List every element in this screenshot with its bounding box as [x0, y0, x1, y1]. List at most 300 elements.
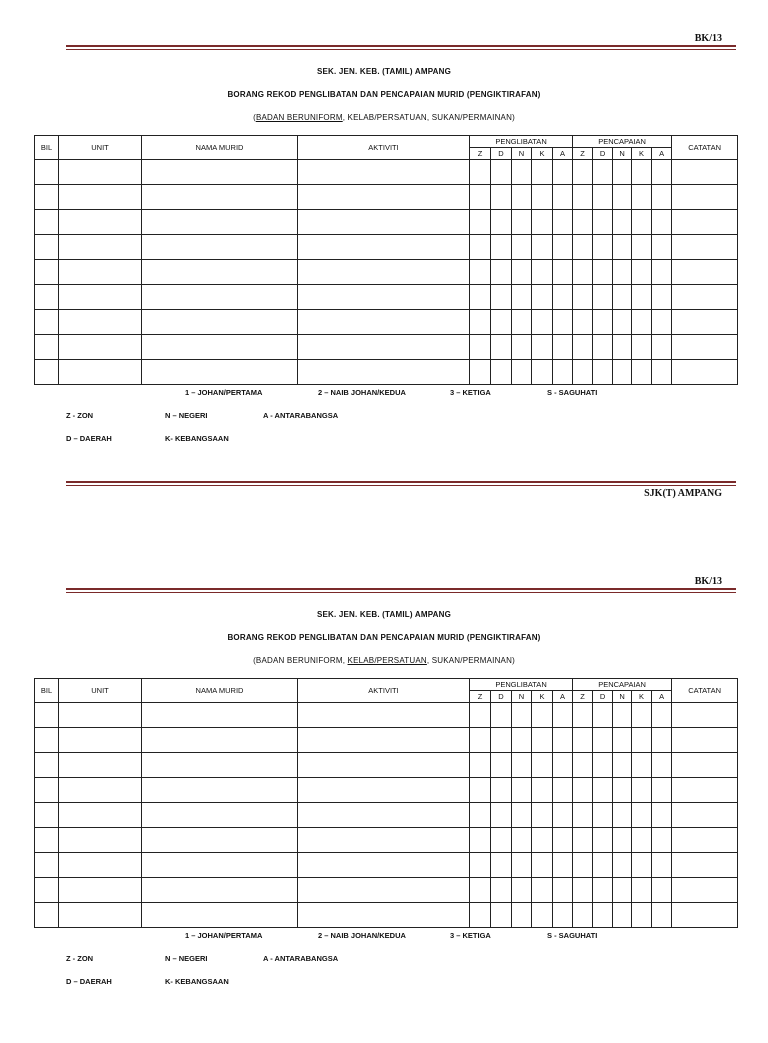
- table-cell: [35, 878, 59, 903]
- table-cell: [470, 310, 491, 335]
- level-d: D: [491, 148, 512, 160]
- table-cell: [573, 903, 593, 928]
- header-catatan: CATATAN: [672, 679, 738, 703]
- legend-saguhati: S - SAGUHATI: [547, 388, 598, 397]
- table-cell: [470, 185, 491, 210]
- table-cell: [532, 285, 553, 310]
- table-cell: [298, 310, 470, 335]
- table-cell: [142, 160, 298, 185]
- table-cell: [613, 310, 632, 335]
- header-penglibatan: PENGLIBATAN: [470, 679, 573, 691]
- table-cell: [652, 878, 672, 903]
- table-cell: [512, 703, 532, 728]
- table-cell: [491, 310, 512, 335]
- level-d: D: [593, 691, 613, 703]
- table-cell: [298, 853, 470, 878]
- table-cell: [35, 753, 59, 778]
- table-cell: [491, 903, 512, 928]
- level-d: D: [491, 691, 512, 703]
- table-cell: [652, 310, 672, 335]
- table-cell: [652, 260, 672, 285]
- table-cell: [652, 185, 672, 210]
- table-cell: [298, 260, 470, 285]
- table-cell: [512, 853, 532, 878]
- table-cell: [35, 803, 59, 828]
- table-cell: [470, 235, 491, 260]
- table-cell: [652, 335, 672, 360]
- table-cell: [35, 285, 59, 310]
- level-n: N: [512, 691, 532, 703]
- table-cell: [593, 360, 613, 385]
- table-cell: [553, 803, 573, 828]
- table-row: [35, 360, 738, 385]
- footer-school: SJK(T) AMPANG: [644, 488, 722, 499]
- table-row: [35, 335, 738, 360]
- table-cell: [298, 903, 470, 928]
- table-cell: [632, 803, 652, 828]
- table-cell: [553, 260, 573, 285]
- table-cell: [142, 778, 298, 803]
- table-cell: [35, 828, 59, 853]
- table-cell: [59, 260, 142, 285]
- table-cell: [142, 260, 298, 285]
- table-cell: [35, 160, 59, 185]
- table-cell: [632, 853, 652, 878]
- table-row: [35, 853, 738, 878]
- table-cell: [672, 828, 738, 853]
- header-pencapaian: PENCAPAIAN: [573, 136, 672, 148]
- table-cell: [298, 335, 470, 360]
- table-cell: [532, 703, 553, 728]
- table-cell: [512, 210, 532, 235]
- table-cell: [470, 335, 491, 360]
- table-cell: [532, 185, 553, 210]
- table-cell: [35, 360, 59, 385]
- table-cell: [532, 903, 553, 928]
- table-cell: [142, 728, 298, 753]
- legend-saguhati: S - SAGUHATI: [547, 931, 598, 940]
- table-cell: [593, 903, 613, 928]
- level-a: A: [553, 691, 573, 703]
- table-cell: [59, 235, 142, 260]
- table-cell: [573, 285, 593, 310]
- table-cell: [491, 285, 512, 310]
- category-middle: , KELAB/PERSATUAN: [342, 113, 427, 122]
- table-cell: [632, 360, 652, 385]
- table-cell: [593, 853, 613, 878]
- table-cell: [59, 360, 142, 385]
- category-open: (BADAN BERUNIFORM,: [253, 656, 348, 665]
- table-row: [35, 260, 738, 285]
- table-cell: [491, 160, 512, 185]
- table-cell: [672, 285, 738, 310]
- header-bil: BIL: [35, 136, 59, 160]
- table-cell: [298, 703, 470, 728]
- table-cell: [613, 753, 632, 778]
- table-cell: [613, 903, 632, 928]
- table-cell: [470, 903, 491, 928]
- table-cell: [652, 728, 672, 753]
- legend-negeri: N – NEGERI: [165, 954, 208, 963]
- table-cell: [553, 335, 573, 360]
- table-cell: [632, 753, 652, 778]
- table-cell: [672, 210, 738, 235]
- table-cell: [532, 853, 553, 878]
- header-rule: [66, 588, 736, 593]
- header-unit: UNIT: [59, 136, 142, 160]
- table-cell: [491, 703, 512, 728]
- legend-antarabangsa: A - ANTARABANGSA: [263, 954, 339, 963]
- table-cell: [632, 903, 652, 928]
- table-cell: [613, 828, 632, 853]
- table-cell: [613, 160, 632, 185]
- table-cell: [59, 703, 142, 728]
- table-cell: [593, 728, 613, 753]
- table-cell: [613, 185, 632, 210]
- level-n: N: [613, 148, 632, 160]
- table-cell: [470, 803, 491, 828]
- table-cell: [672, 185, 738, 210]
- table-row: [35, 285, 738, 310]
- table-cell: [491, 878, 512, 903]
- record-form-1: [0, 0, 768, 500]
- table-cell: [35, 903, 59, 928]
- table-cell: [613, 360, 632, 385]
- table-cell: [593, 803, 613, 828]
- table-cell: [59, 828, 142, 853]
- level-z: Z: [470, 691, 491, 703]
- table-cell: [652, 285, 672, 310]
- table-cell: [672, 753, 738, 778]
- form-title: BORANG REKOD PENGLIBATAN DAN PENCAPAIAN MURID (PENGIKTIRAFAN): [227, 90, 541, 99]
- table-cell: [298, 235, 470, 260]
- table-cell: [553, 728, 573, 753]
- table-cell: [35, 310, 59, 335]
- level-z: Z: [470, 148, 491, 160]
- table-cell: [553, 285, 573, 310]
- table-cell: [652, 853, 672, 878]
- table-cell: [142, 803, 298, 828]
- table-cell: [298, 285, 470, 310]
- table-cell: [553, 878, 573, 903]
- table-cell: [613, 210, 632, 235]
- table-cell: [532, 778, 553, 803]
- table-cell: [142, 903, 298, 928]
- table-cell: [573, 335, 593, 360]
- table-cell: [491, 778, 512, 803]
- header-unit: UNIT: [59, 679, 142, 703]
- table-cell: [553, 160, 573, 185]
- table-cell: [672, 853, 738, 878]
- level-z: Z: [573, 148, 593, 160]
- table-cell: [672, 310, 738, 335]
- category-selected-2: KELAB/PERSATUAN: [347, 656, 427, 665]
- table-cell: [672, 703, 738, 728]
- table-cell: [652, 753, 672, 778]
- level-d: D: [593, 148, 613, 160]
- table-cell: [491, 335, 512, 360]
- table-cell: [672, 778, 738, 803]
- table-cell: [470, 728, 491, 753]
- table-cell: [593, 185, 613, 210]
- table-cell: [512, 753, 532, 778]
- table-cell: [632, 878, 652, 903]
- level-a: A: [553, 148, 573, 160]
- table-cell: [532, 310, 553, 335]
- table-cell: [512, 803, 532, 828]
- table-cell: [142, 310, 298, 335]
- level-n: N: [512, 148, 532, 160]
- table-cell: [632, 160, 652, 185]
- table-cell: [59, 210, 142, 235]
- table-cell: [59, 335, 142, 360]
- table-cell: [470, 703, 491, 728]
- table-cell: [142, 185, 298, 210]
- table-cell: [491, 853, 512, 878]
- table-cell: [491, 803, 512, 828]
- table-cell: [59, 310, 142, 335]
- table-cell: [512, 878, 532, 903]
- table-cell: [672, 360, 738, 385]
- table-cell: [142, 235, 298, 260]
- table-cell: [470, 260, 491, 285]
- table-cell: [613, 878, 632, 903]
- table-cell: [142, 828, 298, 853]
- table-cell: [593, 828, 613, 853]
- table-cell: [573, 853, 593, 878]
- table-cell: [491, 728, 512, 753]
- table-cell: [593, 235, 613, 260]
- table-cell: [491, 185, 512, 210]
- table-cell: [470, 210, 491, 235]
- table-cell: [512, 778, 532, 803]
- header-nama-murid: NAMA MURID: [142, 136, 298, 160]
- table-row: [35, 753, 738, 778]
- table-cell: [672, 235, 738, 260]
- table-cell: [512, 828, 532, 853]
- legend-kebangsaan: K- KEBANGSAAN: [165, 977, 229, 986]
- table-row: [35, 185, 738, 210]
- legend-johan: 1 – JOHAN/PERTAMA: [185, 931, 263, 940]
- table-cell: [573, 753, 593, 778]
- table-cell: [593, 160, 613, 185]
- table-row: [35, 235, 738, 260]
- header-aktiviti: AKTIVITI: [298, 136, 470, 160]
- table-cell: [632, 210, 652, 235]
- level-a: A: [652, 148, 672, 160]
- table-cell: [652, 903, 672, 928]
- table-row: [35, 803, 738, 828]
- form-title: BORANG REKOD PENGLIBATAN DAN PENCAPAIAN MURID (PENGIKTIRAFAN): [227, 633, 541, 642]
- table-cell: [632, 310, 652, 335]
- table-cell: [298, 778, 470, 803]
- table-cell: [553, 828, 573, 853]
- table-cell: [59, 160, 142, 185]
- table-row: [35, 160, 738, 185]
- table-cell: [470, 360, 491, 385]
- category-rest: , SUKAN/PERMAINAN): [426, 656, 515, 665]
- table-cell: [652, 778, 672, 803]
- level-k: K: [532, 148, 553, 160]
- table-row: [35, 878, 738, 903]
- table-cell: [613, 803, 632, 828]
- table-cell: [532, 160, 553, 185]
- table-cell: [35, 260, 59, 285]
- table-cell: [59, 878, 142, 903]
- table-cell: [672, 260, 738, 285]
- level-k: K: [632, 691, 652, 703]
- level-k: K: [632, 148, 652, 160]
- table-cell: [59, 753, 142, 778]
- table-cell: [35, 728, 59, 753]
- table-cell: [512, 335, 532, 360]
- legend-zon: Z - ZON: [66, 411, 94, 420]
- table-cell: [532, 335, 553, 360]
- table-cell: [512, 260, 532, 285]
- legend-naib-johan: 2 – NAIB JOHAN/KEDUA: [318, 388, 406, 397]
- table-cell: [553, 903, 573, 928]
- school-name: SEK. JEN. KEB. (TAMIL) AMPANG: [316, 67, 452, 76]
- table-cell: [573, 185, 593, 210]
- level-a: A: [652, 691, 672, 703]
- table-cell: [298, 210, 470, 235]
- table-cell: [553, 703, 573, 728]
- table-cell: [553, 853, 573, 878]
- table-cell: [512, 185, 532, 210]
- table-cell: [613, 335, 632, 360]
- header-penglibatan: PENGLIBATAN: [470, 136, 573, 148]
- form-code: BK/13: [694, 33, 722, 44]
- table-cell: [491, 360, 512, 385]
- table-cell: [672, 803, 738, 828]
- table-cell: [553, 753, 573, 778]
- table-cell: [512, 310, 532, 335]
- category-selected: BADAN BERUNIFORM: [255, 113, 343, 122]
- level-k: K: [532, 691, 553, 703]
- table-cell: [298, 878, 470, 903]
- table-cell: [632, 828, 652, 853]
- table-cell: [298, 185, 470, 210]
- table-cell: [298, 360, 470, 385]
- table-cell: [632, 703, 652, 728]
- table-cell: [593, 778, 613, 803]
- table-cell: [632, 260, 652, 285]
- legend-zon: Z - ZON: [66, 954, 94, 963]
- legend-negeri: N – NEGERI: [165, 411, 208, 420]
- table-cell: [532, 828, 553, 853]
- table-cell: [553, 778, 573, 803]
- table-cell: [512, 235, 532, 260]
- table-cell: [632, 185, 652, 210]
- category-open: (: [253, 113, 256, 122]
- table-cell: [59, 853, 142, 878]
- footer-rule: [66, 481, 736, 486]
- table-cell: [593, 210, 613, 235]
- table-cell: [532, 210, 553, 235]
- table-row: [35, 903, 738, 928]
- table-cell: [142, 878, 298, 903]
- table-row: [35, 210, 738, 235]
- table-cell: [573, 728, 593, 753]
- level-z: Z: [573, 691, 593, 703]
- table-cell: [35, 853, 59, 878]
- table-cell: [652, 210, 672, 235]
- table-cell: [632, 778, 652, 803]
- table-row: [35, 703, 738, 728]
- table-cell: [142, 753, 298, 778]
- table-cell: [632, 335, 652, 360]
- table-cell: [470, 778, 491, 803]
- table-cell: [613, 235, 632, 260]
- table-cell: [298, 803, 470, 828]
- table-cell: [573, 878, 593, 903]
- table-row: [35, 310, 738, 335]
- table-cell: [672, 335, 738, 360]
- table-cell: [142, 853, 298, 878]
- table-cell: [553, 210, 573, 235]
- record-table: [34, 678, 738, 928]
- header-bil: BIL: [35, 679, 59, 703]
- legend-daerah: D – DAERAH: [66, 977, 112, 986]
- table-cell: [142, 335, 298, 360]
- table-cell: [613, 778, 632, 803]
- table-cell: [59, 285, 142, 310]
- table-row: [35, 828, 738, 853]
- level-n: N: [613, 691, 632, 703]
- table-cell: [298, 160, 470, 185]
- table-cell: [593, 878, 613, 903]
- school-name: SEK. JEN. KEB. (TAMIL) AMPANG: [316, 610, 452, 619]
- table-cell: [573, 210, 593, 235]
- table-cell: [470, 853, 491, 878]
- table-cell: [593, 310, 613, 335]
- table-cell: [491, 828, 512, 853]
- category-line: [0, 113, 768, 122]
- table-cell: [35, 185, 59, 210]
- table-cell: [613, 703, 632, 728]
- table-cell: [613, 285, 632, 310]
- table-cell: [491, 260, 512, 285]
- table-cell: [553, 235, 573, 260]
- table-cell: [613, 260, 632, 285]
- legend-johan: 1 – JOHAN/PERTAMA: [185, 388, 263, 397]
- table-cell: [573, 360, 593, 385]
- table-cell: [573, 310, 593, 335]
- table-cell: [470, 828, 491, 853]
- record-table: [34, 135, 738, 385]
- table-cell: [652, 235, 672, 260]
- table-cell: [59, 185, 142, 210]
- table-cell: [613, 728, 632, 753]
- table-cell: [35, 235, 59, 260]
- table-cell: [142, 703, 298, 728]
- table-cell: [652, 360, 672, 385]
- legend-kebangsaan: K- KEBANGSAAN: [165, 434, 229, 443]
- table-cell: [593, 703, 613, 728]
- table-cell: [35, 778, 59, 803]
- header-catatan: CATATAN: [672, 136, 738, 160]
- table-cell: [652, 703, 672, 728]
- table-cell: [532, 360, 553, 385]
- table-cell: [553, 310, 573, 335]
- table-cell: [652, 803, 672, 828]
- table-cell: [532, 803, 553, 828]
- table-cell: [532, 260, 553, 285]
- table-cell: [532, 728, 553, 753]
- category-rest: , SUKAN/PERMAINAN): [426, 113, 515, 122]
- table-cell: [672, 903, 738, 928]
- table-cell: [672, 878, 738, 903]
